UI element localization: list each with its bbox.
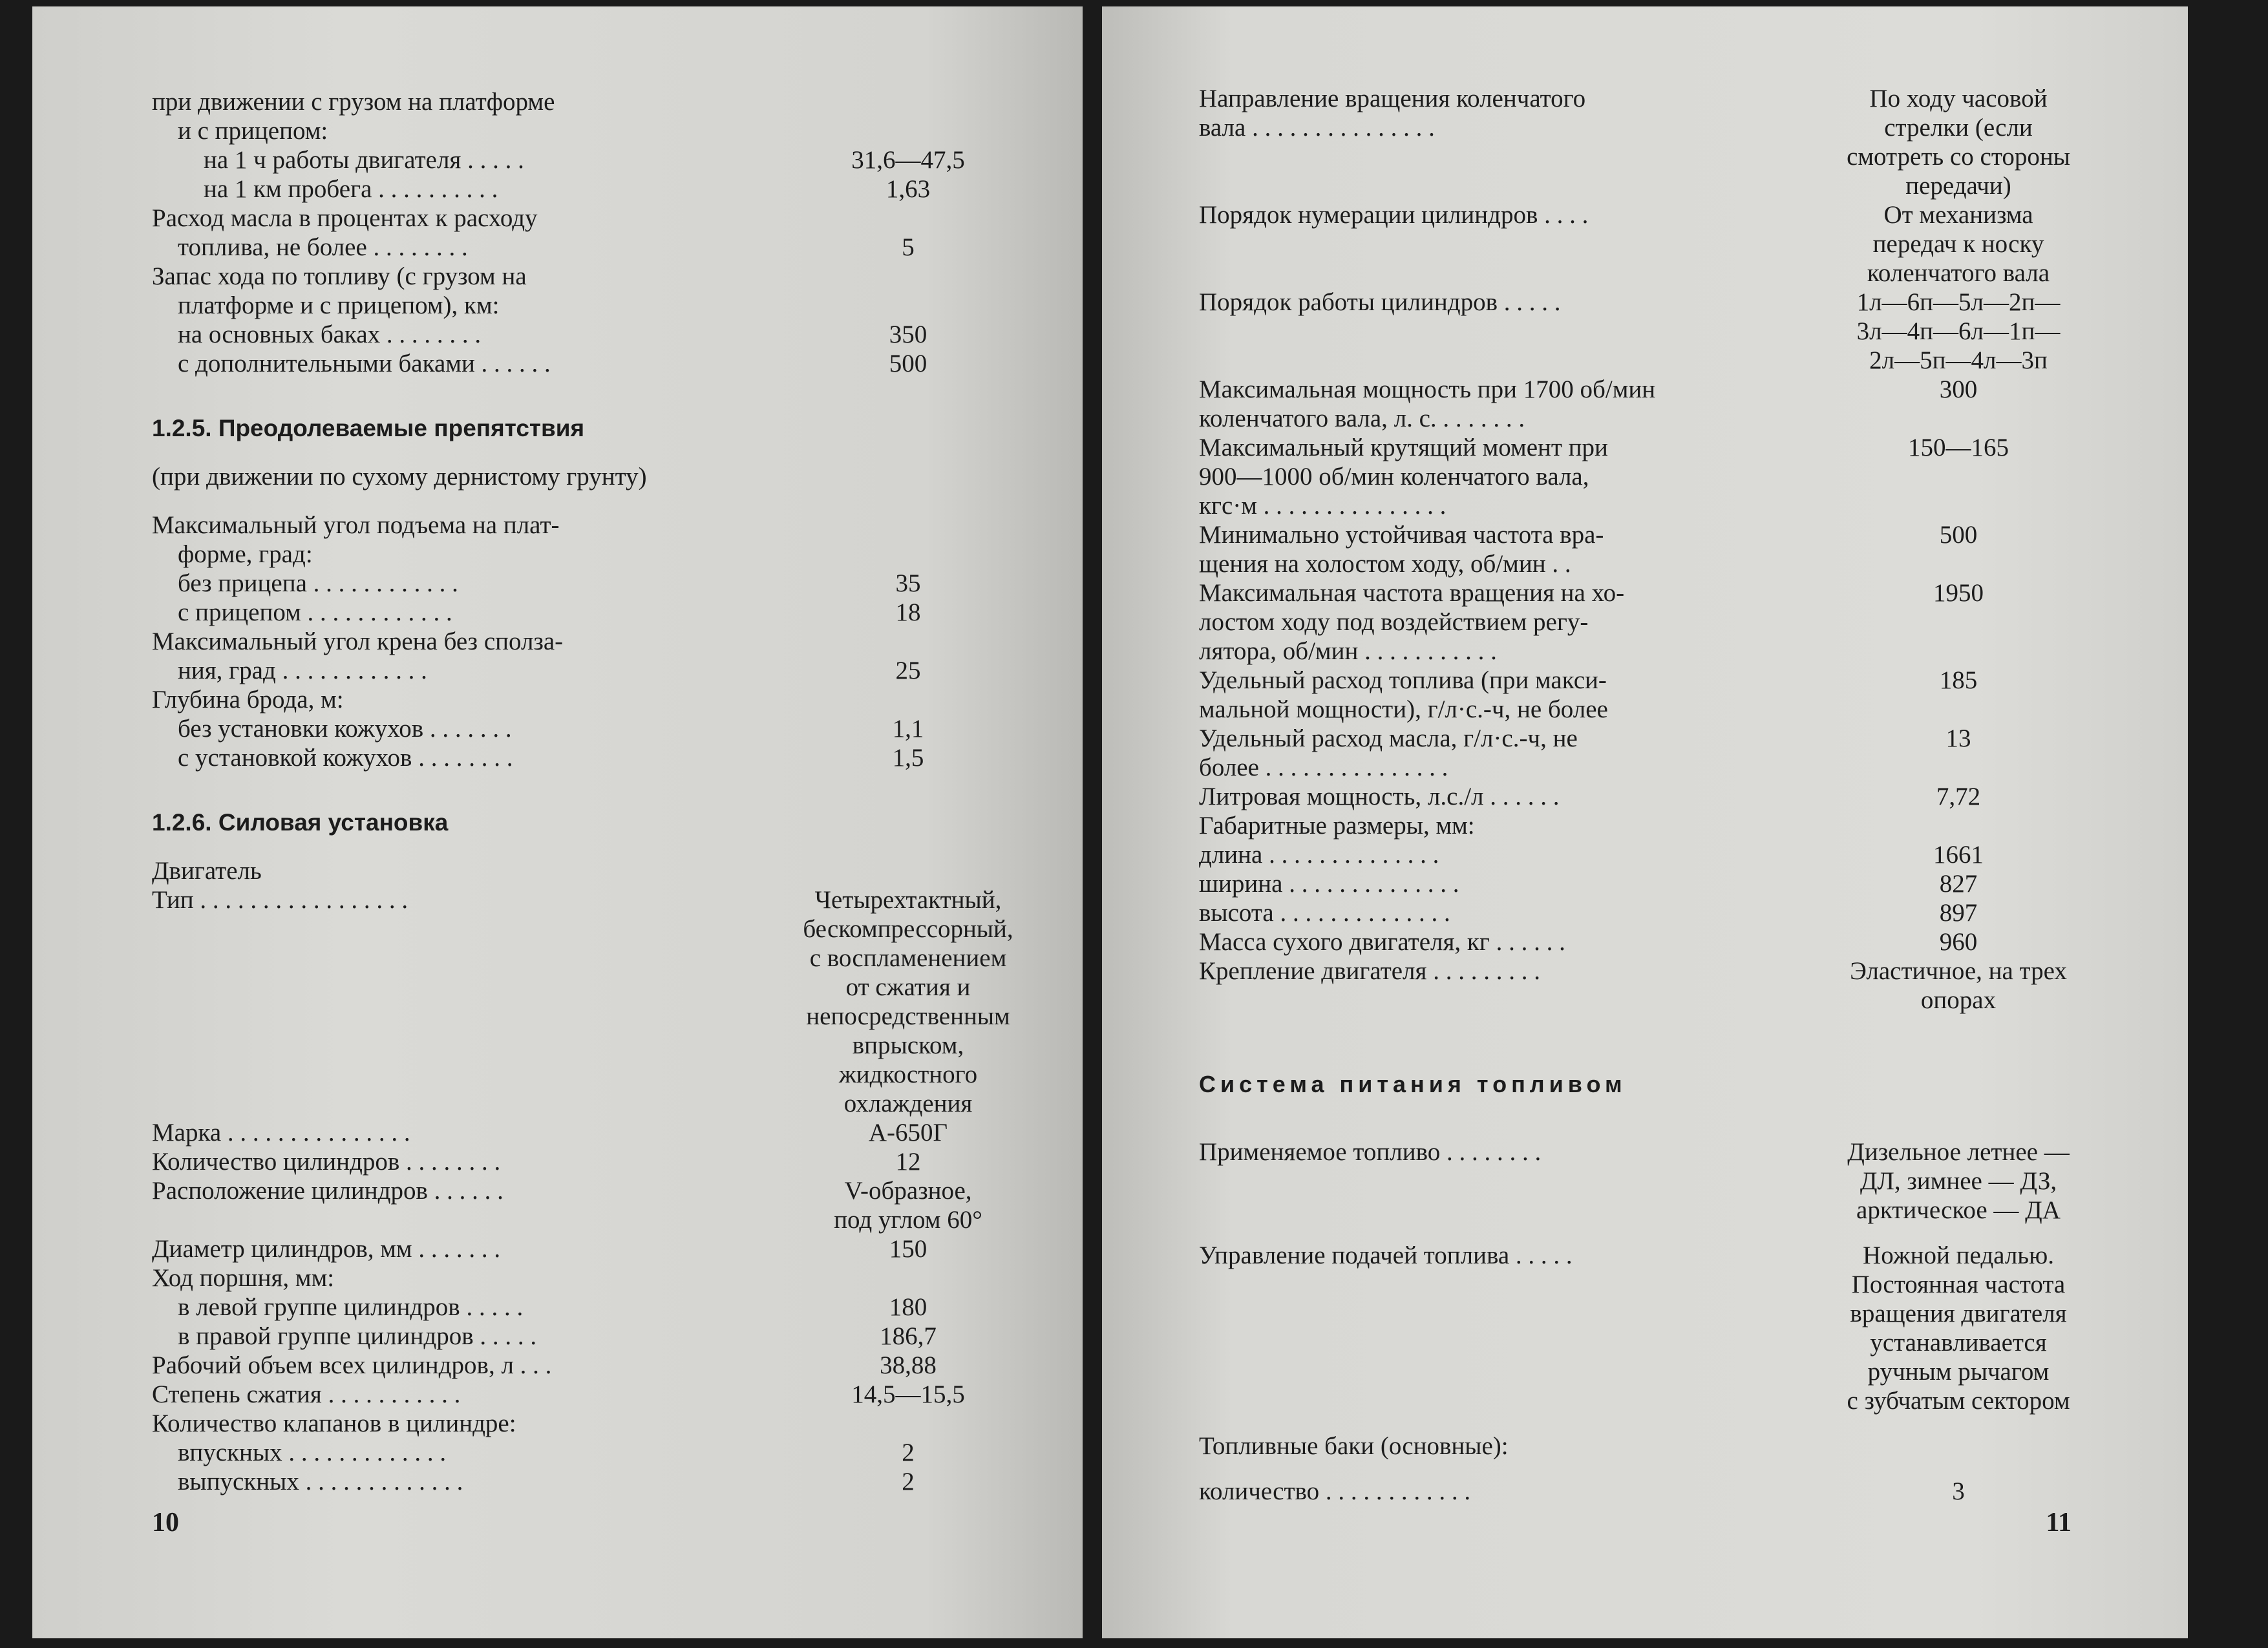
spec-value: 150—165 <box>1908 434 2009 461</box>
spec-row <box>152 540 1083 569</box>
spec-label: Степень сжатия . . . . . . . . . . . <box>152 1380 461 1408</box>
spec-row <box>152 1147 1083 1176</box>
spec-label: Максимальная частота вращения на хо- лостом ходу под воздействием регу- лятора, об/мин . . . . . . . . . . . <box>1199 579 1625 665</box>
spec-label: Глубина брода, м: <box>152 686 344 713</box>
spec-label: Крепление двигателя . . . . . . . . . <box>1199 957 1540 985</box>
spec-row <box>152 145 1083 174</box>
spec-row <box>152 204 1083 233</box>
spec-row <box>1199 1137 2168 1225</box>
spec-row <box>1199 375 2168 433</box>
spec-value: 31,6—47,5 <box>851 146 965 174</box>
spec-row <box>152 87 1083 116</box>
spec-row <box>1199 84 2168 200</box>
spec-value: От механизма передач к носку коленчатого вала <box>1867 201 2050 287</box>
spec-label: Запас хода по топливу (с грузом на <box>152 262 527 290</box>
engine-label-row <box>152 856 1083 885</box>
spec-label: Диаметр цилиндров, мм . . . . . . . <box>152 1235 501 1263</box>
spec-label: Применяемое топливо . . . . . . . . <box>1199 1138 1542 1166</box>
spec-row <box>152 1409 1083 1438</box>
spec-label: на основных баках . . . . . . . . <box>178 321 482 348</box>
section-heading-power-unit: 1.2.6. Силовая установка <box>152 809 449 836</box>
spec-value: 897 <box>1939 899 1978 927</box>
spec-value: Ножной педалью. Постоянная частота вращения двигателя устанавливается ручным рычагом с зубчатым сектором <box>1847 1241 2070 1415</box>
spec-value: 5 <box>902 233 915 261</box>
engine-type-label: Тип . . . . . . . . . . . . . . . . . <box>152 886 408 914</box>
spec-value: 25 <box>895 657 921 684</box>
spec-label: без прицепа . . . . . . . . . . . . <box>178 569 458 597</box>
spec-row <box>1199 1241 2168 1415</box>
spec-value: 960 <box>1939 928 1978 956</box>
spec-row <box>152 262 1083 291</box>
spec-row <box>1199 666 2168 724</box>
spec-row <box>152 1380 1083 1409</box>
page-number-right: 11 <box>2046 1508 2072 1537</box>
engine-type-row <box>152 885 1083 1118</box>
spec-label: Рабочий объем всех цилиндров, л . . . <box>152 1351 552 1379</box>
fuel-consumption-list <box>152 87 1083 378</box>
spec-label: форме, град: <box>178 540 313 568</box>
spec-row <box>152 349 1083 378</box>
spec-row <box>1199 811 2168 840</box>
spec-row <box>1199 520 2168 578</box>
spec-row <box>1199 898 2168 927</box>
spec-label: без установки кожухов . . . . . . . <box>178 715 512 743</box>
spec-value: 150 <box>889 1235 927 1263</box>
spec-value: 1,1 <box>892 715 924 743</box>
spec-value: 827 <box>1939 870 1978 898</box>
spec-value: 300 <box>1939 375 1978 403</box>
section-heading-obstacles: 1.2.5. Преодолеваемые препятствия <box>152 415 585 441</box>
spec-label: Управление подачей топлива . . . . . <box>1199 1241 1573 1269</box>
spec-label: Максимальный крутящий момент при 900—1000 об/мин коленчатого вала, кгс·м . . . . . . . . . . . . . . . <box>1199 434 1608 520</box>
spec-value: V-образное, под углом 60° <box>834 1177 982 1234</box>
spec-value: 350 <box>889 321 927 348</box>
spec-row <box>152 291 1083 320</box>
spec-label: длина . . . . . . . . . . . . . . <box>1199 841 1439 869</box>
engine-label: Двигатель <box>152 857 262 885</box>
spec-row <box>152 714 1083 743</box>
spec-label: количество . . . . . . . . . . . . <box>1199 1477 1471 1505</box>
engine-spec-list <box>152 1118 1083 1496</box>
spec-label: с прицепом . . . . . . . . . . . . <box>178 598 452 626</box>
spec-row <box>1199 840 2168 869</box>
spec-label: Порядок нумерации цилиндров . . . . <box>1199 201 1589 229</box>
spec-value: 14,5—15,5 <box>851 1380 965 1408</box>
spec-row <box>152 233 1083 262</box>
left-page-content <box>152 87 1083 1496</box>
spec-row <box>152 1234 1083 1263</box>
spec-row <box>152 174 1083 204</box>
spec-value: 38,88 <box>880 1351 937 1379</box>
spec-label: Масса сухого двигателя, кг . . . . . . <box>1199 928 1565 956</box>
spec-row <box>1199 869 2168 898</box>
spec-row <box>1199 578 2168 666</box>
spec-label: Топливные баки (основные): <box>1199 1432 1509 1460</box>
spec-value: 185 <box>1939 666 1978 694</box>
spec-label: с установкой кожухов . . . . . . . . <box>178 744 513 772</box>
spec-row <box>152 598 1083 627</box>
spec-value: 2 <box>902 1439 915 1466</box>
spec-label: выпускных . . . . . . . . . . . . . <box>178 1468 463 1495</box>
spec-label: Минимально устойчивая частота вра- щения на холостом ходу, об/мин . . <box>1199 521 1604 578</box>
spec-label: Расход масла в процентах к расходу <box>152 204 538 232</box>
spec-row <box>152 1351 1083 1380</box>
obstacles-list <box>152 511 1083 772</box>
spec-row <box>152 685 1083 714</box>
spec-label: Направление вращения коленчатого вала . . . . . . . . . . . . . . . <box>1199 85 1586 142</box>
spec-row <box>152 116 1083 145</box>
spec-value: 1,63 <box>885 175 931 203</box>
spec-value: 1950 <box>1933 579 1984 607</box>
spec-value: 3 <box>1952 1477 1965 1505</box>
spec-row <box>152 1322 1083 1351</box>
spec-label: Порядок работы цилиндров . . . . . <box>1199 288 1561 316</box>
spec-row <box>152 1176 1083 1234</box>
spec-value: 1л—6п—5л—2п— 3л—4п—6л—1п— 2л—5п—4л—3п <box>1856 288 2061 374</box>
spec-row <box>152 656 1083 685</box>
spec-value: 2 <box>902 1468 915 1495</box>
spec-value: 13 <box>1945 724 1971 752</box>
spec-row <box>152 1467 1083 1496</box>
spec-value: А-650Г <box>868 1119 948 1146</box>
spec-label: на 1 км пробега . . . . . . . . . . <box>204 175 498 203</box>
spec-value: 500 <box>1939 521 1978 549</box>
fuel-system-list <box>1199 1137 2168 1522</box>
spec-label: Удельный расход топлива (при макси- мальной мощности), г/л·с.-ч, не более <box>1199 666 1608 723</box>
spec-label: с дополнительными баками . . . . . . <box>178 350 551 377</box>
spec-row <box>152 627 1083 656</box>
spec-value: По ходу часовой стрелки (если смотреть со стороны передачи) <box>1847 85 2070 200</box>
spec-label: впускных . . . . . . . . . . . . . <box>178 1439 447 1466</box>
right-page <box>1102 6 2188 1638</box>
spec-label: Количество цилиндров . . . . . . . . <box>152 1148 501 1176</box>
spec-value: 12 <box>895 1148 921 1176</box>
spec-label: Литровая мощность, л.с./л . . . . . . <box>1199 783 1560 810</box>
spec-value: 1661 <box>1933 841 1984 869</box>
spec-value: 35 <box>895 569 921 597</box>
spec-value: 500 <box>889 350 927 377</box>
spec-value: Дизельное летнее — ДЛ, зимнее — ДЗ, арктическое — ДА <box>1847 1138 2070 1224</box>
spec-value: 7,72 <box>1936 783 1981 810</box>
spec-label: высота . . . . . . . . . . . . . . <box>1199 899 1450 927</box>
spec-row <box>152 1263 1083 1293</box>
left-page <box>32 6 1083 1638</box>
section-subheading-obstacles: (при движении по сухому дернистому грунту) <box>152 463 647 491</box>
spec-value: Эластичное, на трех опорах <box>1850 957 2067 1014</box>
spec-value: 1,5 <box>892 744 924 772</box>
spec-label: топлива, не более . . . . . . . . <box>178 233 468 261</box>
section-heading-fuel-system: Система питания топливом <box>1199 1071 1627 1097</box>
spec-label: Расположение цилиндров . . . . . . <box>152 1177 503 1205</box>
spec-label: Максимальный угол крена без сполза- <box>152 628 564 655</box>
spec-row <box>152 511 1083 540</box>
spec-label: платформе и с прицепом), км: <box>178 291 500 319</box>
spec-label: в правой группе цилиндров . . . . . <box>178 1322 537 1350</box>
spec-label: ширина . . . . . . . . . . . . . . <box>1199 870 1459 898</box>
engine-characteristics-list <box>1199 84 2168 1015</box>
spec-value: 186,7 <box>880 1322 937 1350</box>
spec-row <box>1199 1477 2168 1506</box>
page-number-left: 10 <box>152 1508 179 1537</box>
spec-row <box>1199 782 2168 811</box>
spec-label: на 1 ч работы двигателя . . . . . <box>204 146 524 174</box>
spec-label: ния, град . . . . . . . . . . . . <box>178 657 427 684</box>
spec-row <box>152 1118 1083 1147</box>
spec-value: 18 <box>895 598 921 626</box>
spec-row <box>1199 724 2168 782</box>
spec-row <box>1199 956 2168 1015</box>
spec-label: Максимальная мощность при 1700 об/мин коленчатого вала, л. с. . . . . . . . <box>1199 375 1656 432</box>
spec-label: при движении с грузом на платформе <box>152 88 555 116</box>
engine-type-value: Четырехтактный, бескомпрессорный, с воспламенением от сжатия и непосредственным впрыском, жидкостного охлаждения <box>803 886 1013 1117</box>
spec-row <box>152 320 1083 349</box>
spec-row <box>1199 927 2168 956</box>
spec-row <box>152 1438 1083 1467</box>
spec-label: Габаритные размеры, мм: <box>1199 812 1475 840</box>
spec-label: в левой группе цилиндров . . . . . <box>178 1293 524 1321</box>
spec-label: Максимальный угол подъема на плат- <box>152 511 560 539</box>
spec-row <box>152 569 1083 598</box>
spec-row <box>1199 433 2168 520</box>
spec-value: 180 <box>889 1293 927 1321</box>
spec-row <box>1199 200 2168 288</box>
spec-row <box>1199 1431 2168 1461</box>
spec-label: Удельный расход масла, г/л·с.-ч, не более . . . . . . . . . . . . . . . <box>1199 724 1578 781</box>
right-page-content <box>1199 84 2168 1522</box>
spec-row <box>152 743 1083 772</box>
spec-label: Ход поршня, мм: <box>152 1264 335 1292</box>
spec-label: Марка . . . . . . . . . . . . . . . <box>152 1119 410 1146</box>
spec-label: Количество клапанов в цилиндре: <box>152 1410 516 1437</box>
spec-row <box>1199 288 2168 375</box>
spec-label: и с прицепом: <box>178 117 328 145</box>
spec-row <box>152 1293 1083 1322</box>
